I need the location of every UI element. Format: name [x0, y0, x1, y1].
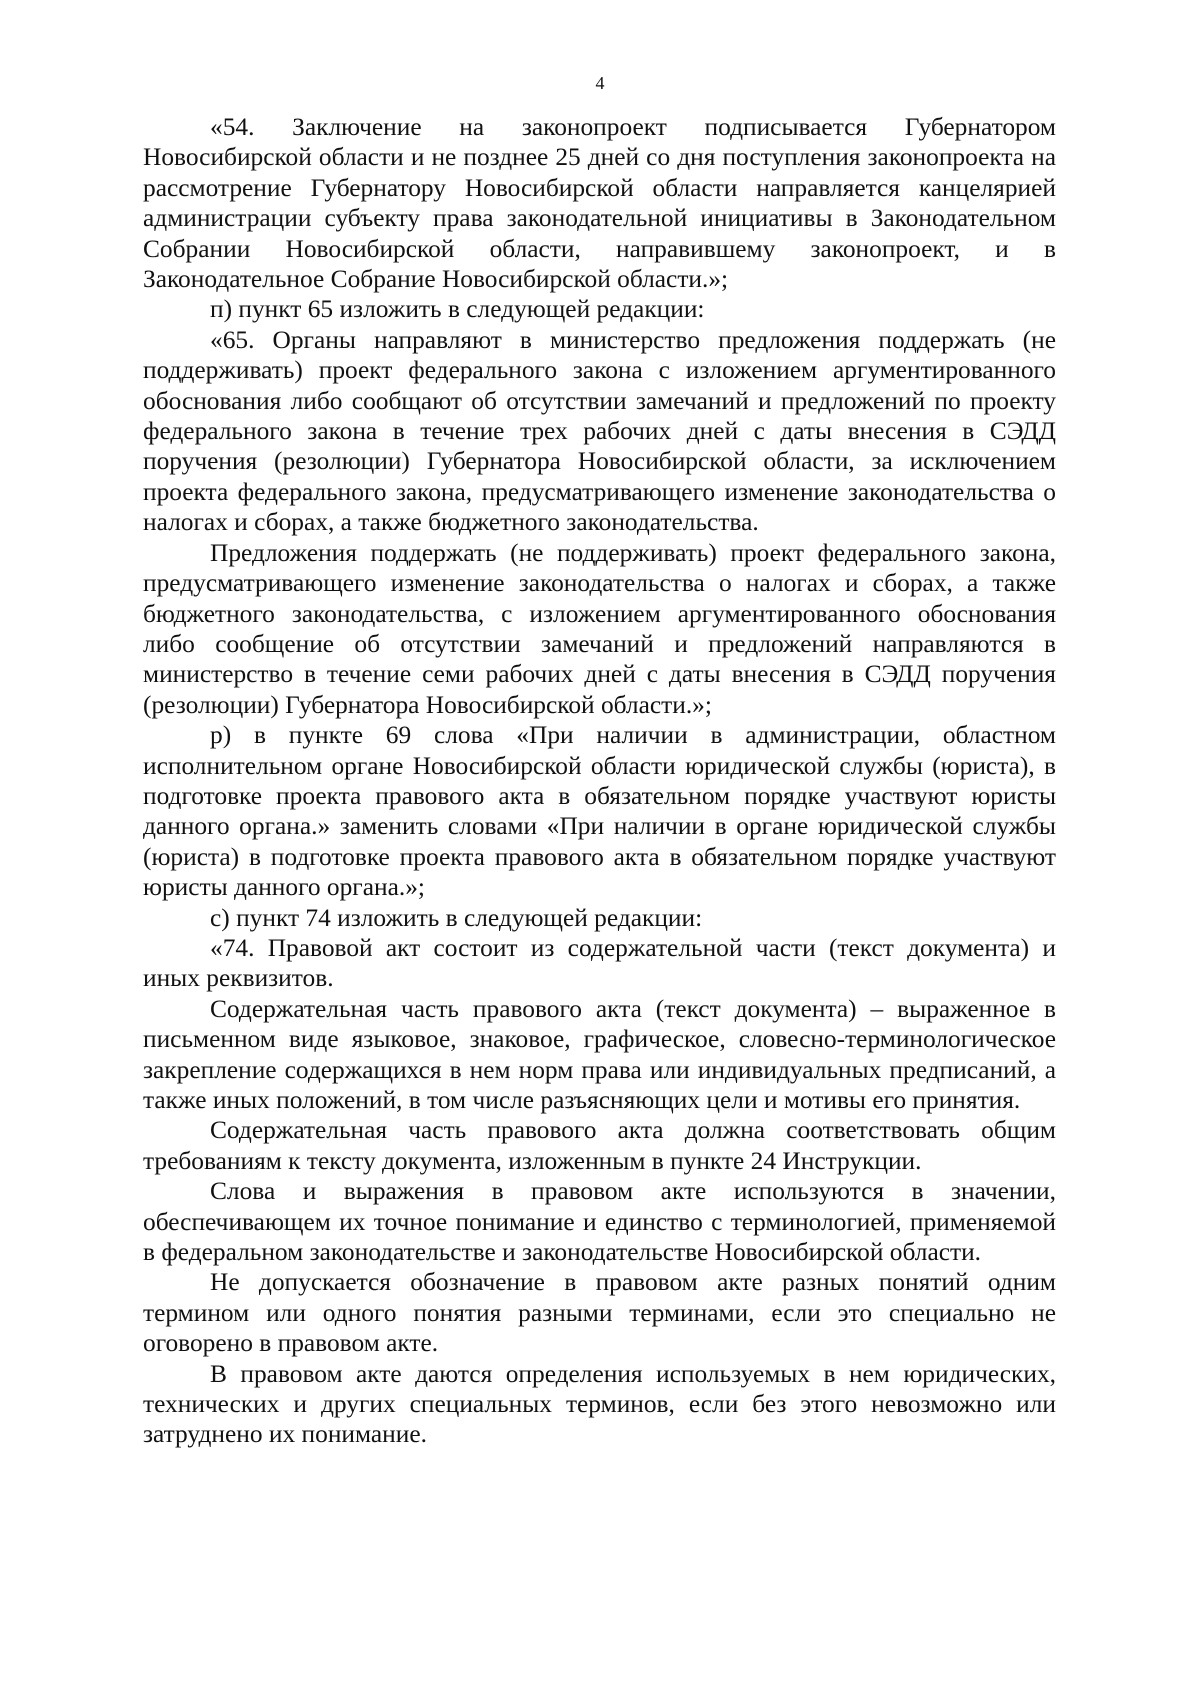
paragraph-item-74-part-4: Слова и выражения в правовом акте используются в значении, обеспечивающем их точное понимание и единство с терминологией, применяемой в федеральном законодательстве и законодательстве Новосибирской области.: [143, 1177, 1056, 1267]
page-number: 4: [595, 73, 605, 93]
paragraph-item-65: «65. Органы направляют в министерство предложения поддержать (не поддерживать) проект федерального закона с изложением аргументированного обоснования либо сообщают об отсутствии замечаний и предложений по проекту федерального закона в течение трех рабочих дней с даты внесения в СЭДД поручения (резолюции) Губернатора Новосибирской области, за исключением проекта федерального закона, предусматривающего изменение законодательства о налогах и сборах, а также бюджетного законодательства.: [143, 325, 1056, 537]
paragraph-item-65-part-2: Предложения поддержать (не поддерживать) проект федерального закона, предусматривающего изменение законодательства о налогах и сборах, а также бюджетного законодательства, с изложением аргументированного обоснования либо сообщение об отсутствии замечаний и предложений направляются в министерство в течение семи рабочих дней с даты внесения в СЭДД поручения (резолюции) Губернатора Новосибирской области.»;: [143, 538, 1056, 719]
paragraph-item-74-part-3: Содержательная часть правового акта должна соответствовать общим требованиям к тексту документа, изложенным в пункте 24 Инструкции.: [143, 1116, 1056, 1175]
paragraph-subitem-r: р) в пункте 69 слова «При наличии в администрации, областном исполнительном органе Новосибирской области юридической службы (юриста), в подготовке проекта правового акта в обязательном порядке участвуют юристы данного органа.» заменить словами «При наличии в органе юридической службы (юриста) в подготовке проекта правового акта в обязательном порядке участвуют юристы данного органа.»;: [143, 721, 1056, 902]
document-body: [143, 112, 1056, 1450]
paragraph-item-74-part-6: В правовом акте даются определения используемых в нем юридических, технических и других специальных терминов, если без этого невозможно или затруднено их понимание.: [143, 1359, 1056, 1449]
paragraph-subitem-s: с) пункт 74 изложить в следующей редакции:: [210, 903, 703, 932]
paragraph-subitem-p: п) пункт 65 изложить в следующей редакции:: [210, 295, 705, 324]
paragraph-item-74-part-2: Содержательная часть правового акта (текст документа) – выраженное в письменном виде языковое, знаковое, графическое, словесно-терминологическое закрепление содержащихся в нем норм права или индивидуальных предписаний, а также иных положений, в том числе разъясняющих цели и мотивы его принятия.: [143, 994, 1056, 1114]
paragraph-item-74-part-5: Не допускается обозначение в правовом акте разных понятий одним термином или одного понятия разными терминами, если это специально не оговорено в правовом акте.: [143, 1268, 1056, 1358]
paragraph-item-74: «74. Правовой акт состоит из содержательной части (текст документа) и иных реквизитов.: [143, 933, 1056, 993]
paragraph-item-54: «54. Заключение на законопроект подписывается Губернатором Новосибирской области и не позднее 25 дней со дня поступления законопроекта на рассмотрение Губернатору Новосибирской области направляется канцелярией администрации субъекту права законодательной инициативы в Законодательном Собрании Новосибирской области, направившему законопроект, и в Законодательное Собрание Новосибирской области.»;: [143, 113, 1056, 294]
